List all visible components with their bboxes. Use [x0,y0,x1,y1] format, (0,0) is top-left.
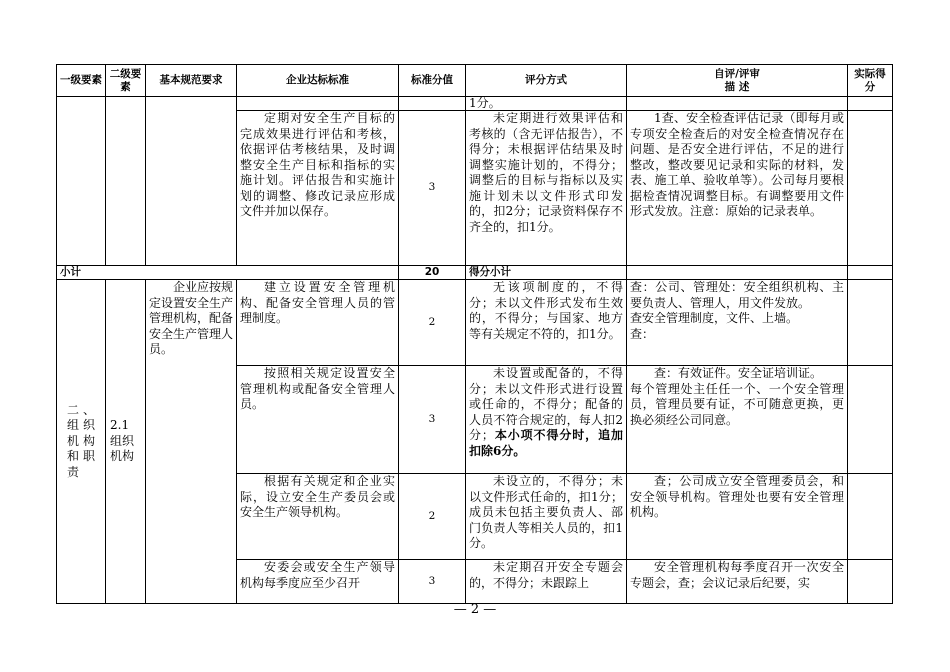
subtotal-score: 20 [399,266,466,280]
score-cell: 2 [399,280,466,366]
standard-table [56,64,893,604]
self-eval-cell: 查：有效证件。安全证培训证。 每个管理处主任任一个、一个安全管理员，管理员要有证，不可随意更换，更换必须经公司同意。 [627,366,848,474]
self-eval-cell: 查；公司成立安全管理委员会，和安全领导机构。管理处也要有安全管理机构。 [627,474,848,560]
self-eval-cell: 查：公司、管理处：安全组织机构、主要负责人、管理人，用文件发放。 查安全管理制度，文件、上墙。 查： [627,280,848,366]
header-actual: 实际得分 [848,65,893,97]
self-eval-cell: 1查、安全检查评估记录（即每月或专项安全检查后的对安全检查情况存在问题、是否安全进行评估，不足的进行整改，整改要见记录和实际的材料，发表、施工单、验收单等）。公司每月要根据检查情况调整目标。有调整要用文件形式发放。注意：原始的记录表单。 [627,111,848,266]
level2-text: 2.1组织机构 [110,418,135,464]
table-row [57,97,893,111]
page-number: — 2 — [453,602,497,617]
level2-cell [106,280,146,604]
subtotal-got: 得分小计 [466,266,627,280]
standard-cell: 按照相关规定设置安全管理机构或配备安全管理人员。 [237,366,399,474]
subtotal-label: 小计 [57,266,399,280]
header-method: 评分方式 [466,65,627,97]
header-level1: 一级要素 [57,65,106,97]
header-score: 标准分值 [399,65,466,97]
method-cell [466,366,627,474]
standard-cell: 定期对安全生产目标的完成效果进行评估和考核，依据评估考核结果，及时调整安全生产目标和指标的实施计划。评估报告和实施计划的调整、修改记录应形成文件并加以保存。 [237,111,399,266]
actual-cell [848,560,893,604]
standard-cell: 建立设置安全管理机构、配备安全管理人员的管理制度。 [237,280,399,366]
cell-empty [627,97,848,111]
method-cell: 1分。 [466,97,627,111]
header-basic-req: 基本规范要求 [146,65,237,97]
self-eval-cell: 安全管理机构每季度召开一次安全专题会，查；会议记录后纪要，实 [627,560,848,604]
cell-empty [57,97,106,266]
header-self-eval: 自评/评审 描 述 [627,65,848,97]
method-cell: 无该项制度的，不得分；未以文件形式发布生效的，不得分；与国家、地方等有关规定不符的，扣1分。 [466,280,627,366]
cell-empty [627,266,848,280]
method-cell: 未定期进行效果评估和考核的（含无评估报告），不得分；未根据评估结果及时调整实施计划的，不得分；调整后的目标与指标以及实施计划未以文件形式印发的，扣2分；记录资料保存不齐全的，扣1分。 [466,111,627,266]
level1-cell [57,280,106,604]
header-standard: 企业达标标准 [237,65,399,97]
score-cell: 2 [399,474,466,560]
cell-empty [848,266,893,280]
standard-cell: 根据有关规定和企业实际，设立安全生产委员会或安全生产领导机构。 [237,474,399,560]
actual-cell [848,366,893,474]
header-level2: 二级要素 [106,65,146,97]
subtotal-row [57,266,893,280]
cell-empty [848,97,893,111]
level1-text: 二、组织机构和职责 [67,402,95,479]
standard-cell: 安委会或安全生产领导机构每季度应至少召开 [237,560,399,604]
actual-cell [848,111,893,266]
table-row [57,280,893,366]
score-cell: 3 [399,366,466,474]
cell-empty [237,97,399,111]
method-penalty-text: 本小项不得分时，追加扣除6分。 [469,428,623,458]
score-cell: 3 [399,111,466,266]
actual-cell [848,474,893,560]
method-cell: 未定期召开安全专题会的，不得分；未跟踪上 [466,560,627,604]
header-row [57,65,893,97]
cell-empty [146,97,237,266]
actual-cell [848,280,893,366]
method-text: 未设置或配备的，不得分；未以文件形式进行设置或任命的，不得分；配备的人员不符合规定的，每人扣2分； [469,366,623,442]
cell-empty [106,97,146,266]
score-cell: 3 [399,560,466,604]
method-cell: 未设立的，不得分；未以文件形式任命的，扣1分；成员未包括主要负责人、部门负责人等相关人员的，扣1分。 [466,474,627,560]
basic-req-cell: 企业应按规定设置安全生产管理机构，配备安全生产管理人员。 [146,280,237,604]
cell-empty [399,97,466,111]
